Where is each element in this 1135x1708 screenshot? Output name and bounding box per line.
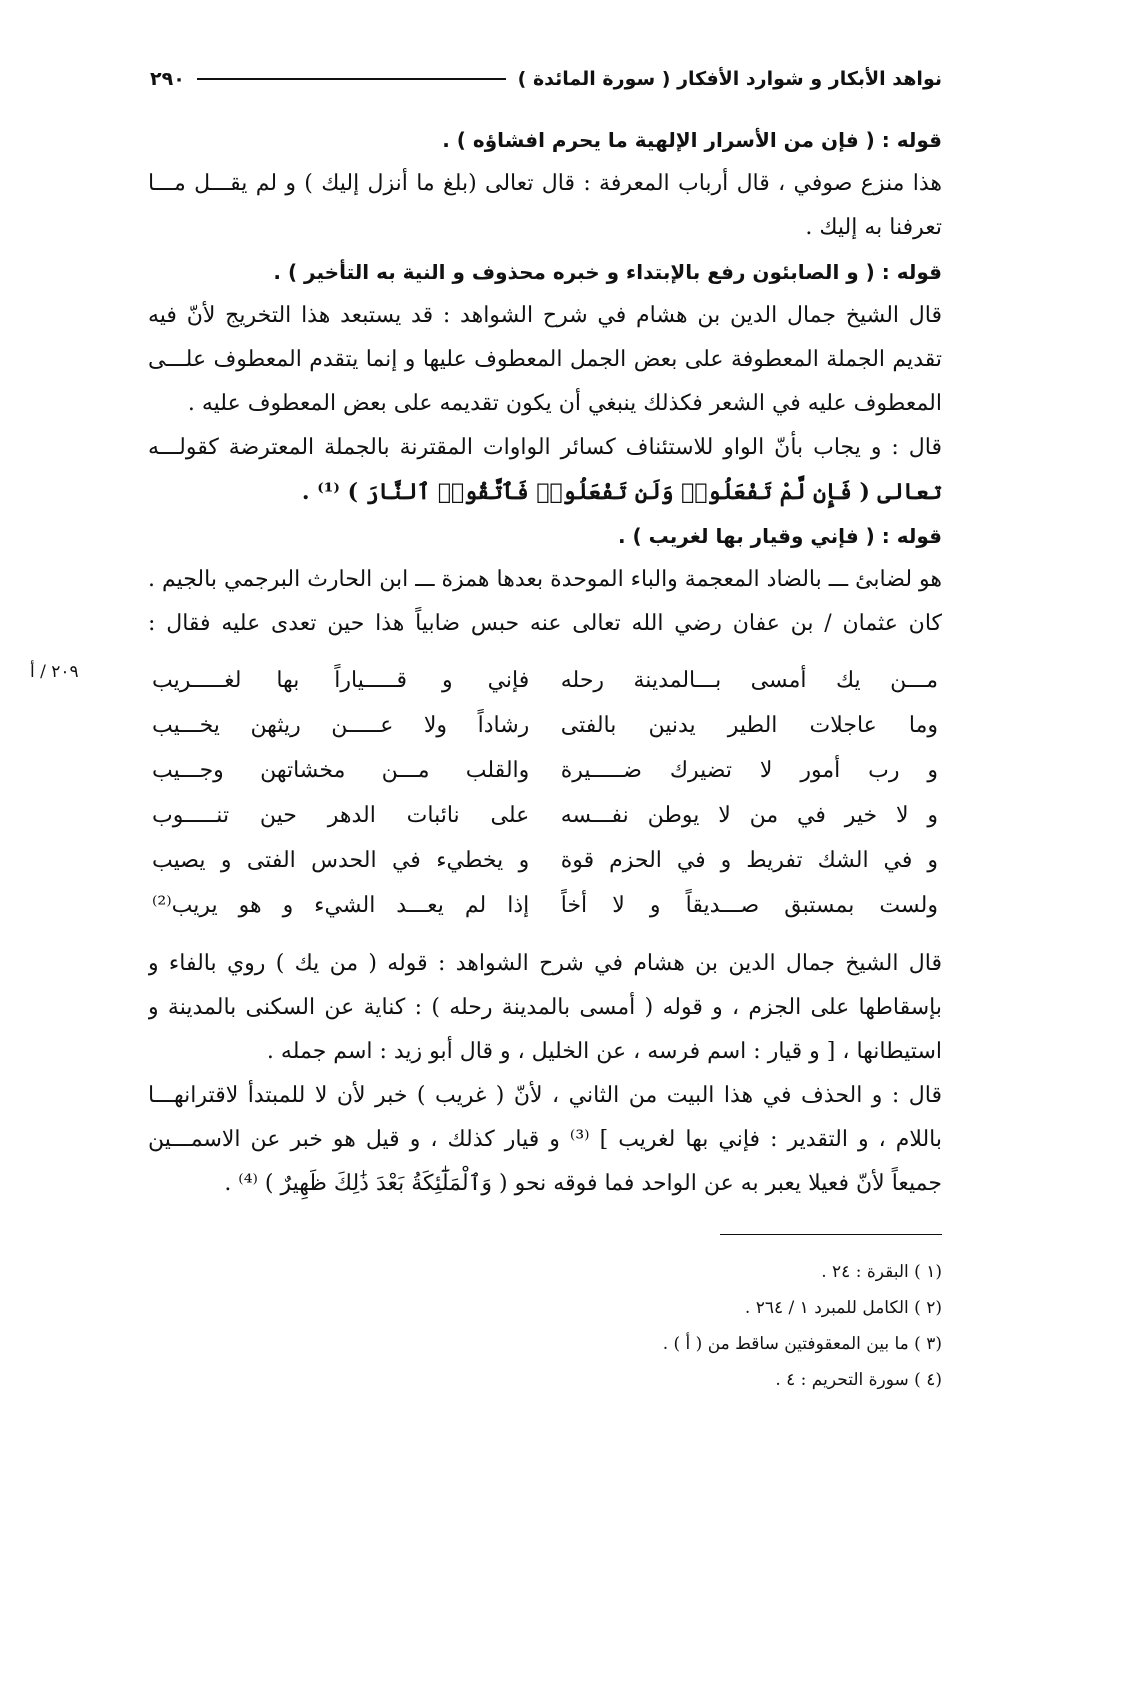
quran-quote-line: تعالى ( فَإِن لَّمْ تَفْعَلُوا۟ وَلَن تَفْعَلُوا۟ فَٱتَّقُوا۟ ٱلنَّارَ ) ⁽¹⁾ . (301, 479, 942, 505)
text-line: قال الشيخ جمال الدين بن هشام في شرح الشواهد : قوله ( من يك ) روي بالفاء و (148, 951, 942, 976)
footnotes (500, 1254, 942, 1398)
text-line: بإسقاطها على الجزم ، و قوله ( أمسى بالمدينة رحله ) : كناية عن السكنى بالمدينة و (148, 995, 942, 1020)
footnote: (٣ ) ما بين المعقوفتين ساقط من ( أ ) . (662, 1334, 942, 1354)
verse-first-hemistich: و في الشك تفريط و في الحزم قوة (560, 848, 938, 873)
text-line: كان عثمان / بن عفان رضي الله تعالى عنه حبس ضابياً هذا حين تعدى عليه فقال : (148, 611, 942, 636)
poem-verse (152, 658, 938, 703)
verse-second-hemistich: رشاداً ولا عـــــن ريثهن يخـــيب (152, 713, 530, 738)
verse-first-hemistich: و رب أمور لا تضيرك ضـــــيرة (560, 758, 938, 783)
footnote-separator (720, 1234, 942, 1235)
running-header (150, 62, 942, 96)
text-line: جميعاً لأنّ فعيلا يعبر به عن الواحد فما فوقه نحو ( وَٱلْمَلَٰٓئِكَةُ بَعْدَ ذَٰلِكَ ظَهِيرٌ ) ⁽⁴⁾ . (224, 1171, 942, 1196)
comment-heading-2: قوله : ( و الصابئون رفع بالإبتداء و خبره محذوف و النية به التأخير ) . (273, 260, 942, 284)
poem-verse (152, 883, 938, 928)
verse-first-hemistich: ولست بمستبق صـــديقاً و لا أخاً (560, 893, 938, 918)
text-line: تقديم الجملة المعطوفة على بعض الجمل المعطوف عليها و إنما يتقدم المعطوف علـــى (148, 347, 942, 372)
text-line: هذا منزع صوفي ، قال أرباب المعرفة : قال تعالى (بلغ ما أنزل إليك ) و لم يقـــل مـــا (148, 171, 942, 196)
verse-first-hemistich: و لا خير في من لا يوطن نفـــسه (560, 803, 938, 828)
text-line: استيطانها ، [ و قيار : اسم فرسه ، عن الخليل ، و قال أبو زيد : اسم جمله . (266, 1039, 942, 1064)
text-line: قال : و يجاب بأنّ الواو للاستئناف كسائر الواوات المقترنة بالجملة المعترضة كقولـــه (148, 435, 942, 460)
verse-second-hemistich: والقلب مـــن مخشاتهن وجـــيب (152, 758, 530, 783)
poem-verse (152, 703, 938, 748)
verse-first-hemistich: مـــن يك أمسى بـــالمدينة رحله (560, 668, 938, 693)
poem-verse (152, 793, 938, 838)
text-line: قال الشيخ جمال الدين بن هشام في شرح الشواهد : قد يستبعد هذا التخريج لأنّ فيه (148, 303, 942, 328)
verse-first-hemistich: وما عاجلات الطير يدنين بالفتى (560, 713, 938, 738)
footnote: (٤ ) سورة التحريم : ٤ . (775, 1370, 942, 1390)
footnote: (١ ) البقرة : ٢٤ . (821, 1262, 942, 1282)
comment-heading-1: قوله : ( فإن من الأسرار الإلهية ما يحرم افشاؤه ) . (442, 128, 942, 152)
footnote: (٢ ) الكامل للمبرد ١ / ٢٦٤ . (744, 1298, 942, 1318)
header-title: نواهد الأبكار و شوارد الأفكار ( سورة المائدة ) (517, 68, 942, 90)
verse-second-hemistich: فإني و قـــــياراً بها لغـــــريب (152, 668, 530, 693)
page-number: ٢٩٠ (150, 68, 185, 90)
poem-verse (152, 838, 938, 883)
text-line: المعطوف عليه في الشعر فكذلك ينبغي أن يكون تقديمه على بعض المعطوف عليه . (187, 391, 942, 416)
verse-second-hemistich: و يخطيء في الحدس الفتى و يصيب (152, 848, 530, 873)
text-line: قال : و الحذف في هذا البيت من الثاني ، لأنّ ( غريب ) خبر لأن لا للمبتدأ لاقترانهـــا (148, 1083, 942, 1108)
main-text (148, 118, 942, 1206)
text-line: باللام ، و التقدير : فإني بها لغريب ] ⁽³⁾ و قيار كذلك ، و قيل هو خبر عن الاسمـــين (148, 1127, 942, 1152)
header-rule (197, 78, 506, 80)
poem (148, 658, 942, 928)
verse-second-hemistich: على نائبات الدهر حين تنـــــوب (152, 803, 530, 828)
comment-heading-3: قوله : ( فإني وقيار بها لغريب ) . (617, 524, 942, 548)
margin-folio-note: ٢٠٩ / أ (30, 662, 79, 682)
text-line: تعرفنا به إليك . (805, 215, 942, 240)
poem-verse (152, 748, 938, 793)
text-line: هو لضابئ ـــ بالضاد المعجمة والباء الموحدة بعدها همزة ـــ ابن الحارث البرجمي بالجيم . (148, 567, 942, 592)
verse-second-hemistich: إذا لم يعـــد الشيء و هو يريب⁽²⁾ (152, 893, 530, 918)
